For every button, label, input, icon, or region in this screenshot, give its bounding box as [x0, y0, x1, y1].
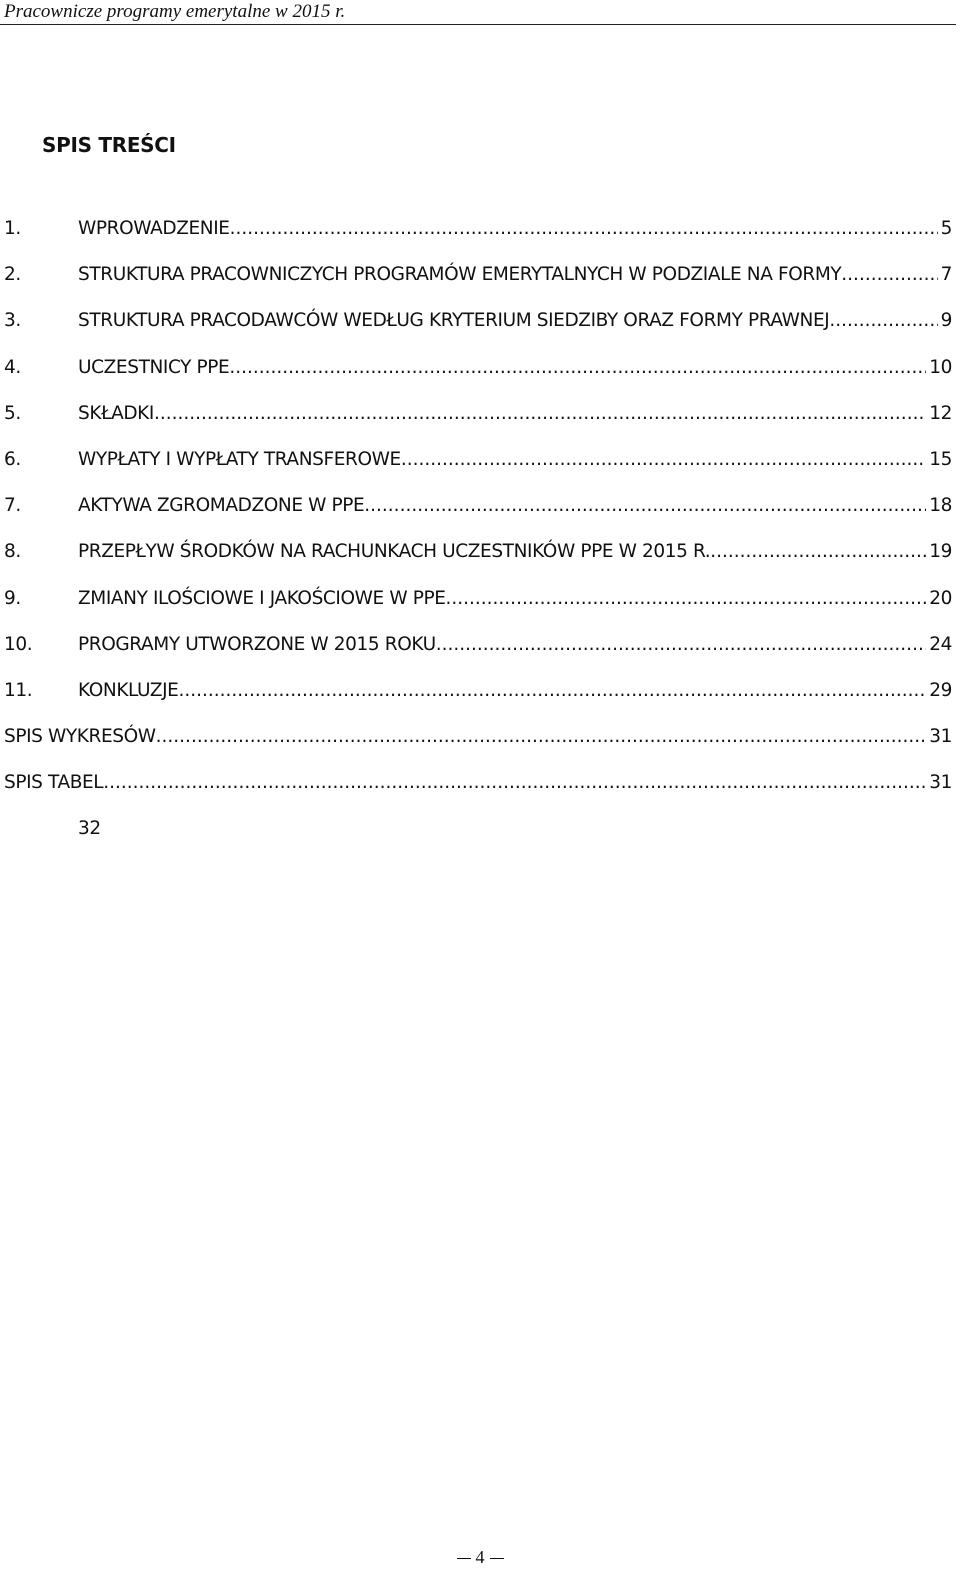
dot-leader [364, 493, 926, 519]
toc-entry-title: SPIS TABEL [4, 772, 104, 794]
dot-leader [154, 401, 926, 427]
toc-stray-page-number: 32 [78, 818, 101, 840]
running-header-title: Pracownicze programy emerytalne w 2015 r. [4, 1, 346, 22]
toc-entry-skladki[interactable] [4, 401, 952, 447]
toc-entry-number: 1. [4, 218, 21, 239]
toc-entry-wyplaty[interactable] [4, 447, 952, 493]
toc-entry-zmiany[interactable] [4, 586, 952, 632]
toc-entry-title: PROGRAMY UTWORZONE W 2015 ROKU [78, 633, 436, 655]
toc-entry-page: 9 [940, 310, 952, 332]
toc-entry-aktywa[interactable] [4, 493, 952, 539]
toc-entry-page: 31 [929, 772, 952, 794]
page-footer [0, 1545, 960, 1569]
toc-entry-page: 20 [929, 587, 952, 609]
dot-leader [229, 355, 926, 381]
toc-entry-number: 6. [4, 448, 21, 470]
footer-dash-left [457, 1558, 471, 1559]
toc-entry-number: 9. [4, 587, 21, 609]
toc-entry-title: SKŁADKI [78, 402, 154, 424]
toc-entry-title: KONKLUZJE [78, 679, 179, 701]
toc-entry-number: 8. [4, 541, 21, 563]
toc-entry-title: AKTYWA ZGROMADZONE W PPE [78, 495, 365, 517]
toc-entry-title: PRZEPŁYW ŚRODKÓW NA RACHUNKACH UCZESTNIKÓW PPE W 2015 R. [78, 541, 711, 563]
toc-entry-title: WYPŁATY I WYPŁATY TRANSFEROWE [78, 448, 401, 470]
toc-entry-konkluzje[interactable] [4, 678, 952, 724]
dot-leader [178, 678, 926, 704]
toc-entry-page: 5 [940, 218, 952, 239]
dot-leader [829, 308, 937, 334]
dot-leader [446, 586, 927, 612]
toc-entry-wprowadzenie[interactable] [4, 216, 952, 262]
toc-entry-page: 29 [929, 679, 952, 701]
toc-entry-struktura-pracodawcow[interactable] [4, 308, 952, 354]
table-of-contents [4, 216, 952, 862]
toc-entry-title: ZMIANY ILOŚCIOWE I JAKOŚCIOWE W PPE [78, 587, 446, 609]
toc-entry-title: UCZESTNICY PPE [78, 356, 230, 378]
toc-entry-page: 7 [940, 264, 952, 286]
toc-entry-page: 15 [929, 448, 952, 470]
toc-entry-title: SPIS WYKRESÓW [4, 726, 156, 748]
toc-entry-title: STRUKTURA PRACOWNICZYCH PROGRAMÓW EMERYTALNYCH W PODZIALE NA FORMY [78, 264, 842, 286]
dot-leader [156, 724, 927, 750]
toc-title: SPIS TREŚCI [42, 133, 176, 157]
toc-entry-struktura-programow[interactable] [4, 262, 952, 308]
toc-entry-number: 5. [4, 402, 21, 424]
toc-entry-title: WPROWADZENIE [78, 218, 230, 239]
toc-entry-page: 24 [929, 633, 952, 655]
page-number: 4 [475, 1547, 485, 1567]
header-divider [0, 24, 956, 25]
toc-entry-programy-utworzone[interactable] [4, 632, 952, 678]
dot-leader [710, 539, 926, 565]
toc-entry-page: 10 [929, 356, 952, 378]
dot-leader [230, 216, 938, 242]
toc-entry-spis-wykresow[interactable] [4, 724, 952, 770]
toc-entry-page: 12 [929, 402, 952, 424]
dot-leader [401, 447, 926, 473]
toc-entry-uczestnicy[interactable] [4, 355, 952, 401]
toc-entry-page: 19 [929, 541, 952, 563]
dot-leader [841, 262, 937, 288]
toc-entry-number: 4. [4, 356, 21, 378]
dot-leader [103, 770, 926, 796]
toc-entry-number: 11. [4, 679, 33, 701]
toc-entry-spis-tabel[interactable] [4, 770, 952, 816]
toc-entry-page: 18 [929, 495, 952, 517]
toc-entry-number: 7. [4, 495, 21, 517]
toc-entry-number: 10. [4, 633, 33, 655]
toc-entry-number: 2. [4, 264, 21, 286]
toc-entry-title: STRUKTURA PRACODAWCÓW WEDŁUG KRYTERIUM SIEDZIBY ORAZ FORMY PRAWNEJ [78, 310, 830, 332]
footer-dash-right [490, 1558, 504, 1559]
toc-entry-number: 3. [4, 310, 21, 332]
toc-entry-przeplyw-srodkow[interactable] [4, 539, 952, 585]
toc-entry-page: 31 [929, 726, 952, 748]
dot-leader [436, 632, 927, 658]
